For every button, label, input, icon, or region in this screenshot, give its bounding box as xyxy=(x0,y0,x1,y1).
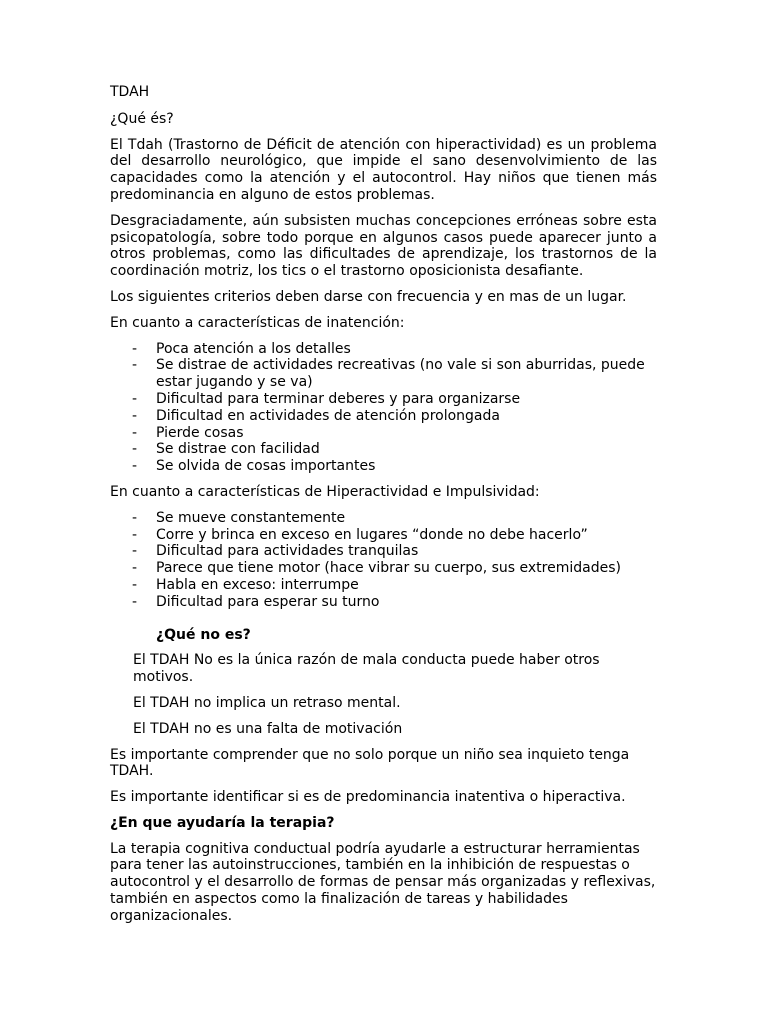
list-item xyxy=(110,458,657,475)
dash-marker: - xyxy=(132,458,138,475)
list-item-text: Se mueve constantemente xyxy=(156,509,346,526)
question-therapy: ¿En que ayudaría la terapia? xyxy=(110,814,335,831)
dash-marker: - xyxy=(132,593,138,610)
list-item-text: Dificultad para terminar deberes y para organizarse xyxy=(156,390,521,407)
paragraph-criteria: Los siguientes criterios deben darse con frecuencia y en mas de un lugar. xyxy=(110,288,627,305)
list-item-text: Se distrae de actividades recreativas (no vale si son aburridas, puede estar jugando y se va) xyxy=(156,357,645,391)
list-item-text: Dificultad para esperar su turno xyxy=(156,593,380,610)
list-item-text: Se olvida de cosas importantes xyxy=(156,458,376,475)
paragraph-misconceptions: Desgraciadamente, aún subsisten muchas concepciones erróneas sobre esta psicopatología, sobre todo porque en algunos casos puede aparecer junto a otros problemas, como las dificultades de aprendizaje, los trastornos de la coordinación motriz, los tics o el trastorno oposicionista desafiante. xyxy=(110,212,657,280)
list-item-text: Corre y brinca en exceso en lugares “donde no debe hacerlo” xyxy=(156,526,588,543)
not-statement-2: El TDAH no implica un retraso mental. xyxy=(133,694,401,711)
dash-marker: - xyxy=(132,576,138,593)
not-statement-1: El TDAH No es la única razón de mala conducta puede haber otros motivos. xyxy=(133,652,600,686)
list-item xyxy=(110,391,657,408)
question-what-is-not: ¿Qué no es? xyxy=(156,626,251,643)
list-item-text: Pierde cosas xyxy=(156,424,244,441)
dash-marker: - xyxy=(132,441,138,458)
inattention-heading: En cuanto a características de inatención: xyxy=(110,314,405,331)
list-item xyxy=(110,560,657,577)
hyperactivity-heading: En cuanto a características de Hiperactividad e Impulsividad: xyxy=(110,483,540,500)
list-item-text: Dificultad en actividades de atención prolongada xyxy=(156,407,500,424)
list-item xyxy=(110,425,657,442)
list-item xyxy=(110,527,657,544)
dash-marker: - xyxy=(132,526,138,543)
list-item xyxy=(110,594,657,611)
dash-marker: - xyxy=(132,407,138,424)
dash-marker: - xyxy=(132,543,138,560)
list-item-text: Habla en exceso: interrumpe xyxy=(156,576,359,593)
dash-marker: - xyxy=(132,424,138,441)
not-statement-3: El TDAH no es una falta de motivación xyxy=(133,720,403,737)
dash-marker: - xyxy=(132,340,138,357)
list-item-text: Poca atención a los detalles xyxy=(156,340,351,357)
list-item xyxy=(110,543,657,560)
list-item xyxy=(110,357,657,391)
paragraph-definition: El Tdah (Trastorno de Déficit de atención con hiperactividad) es un problema del desarrollo neurológico, que impide el sano desenvolvimiento de las capacidades como la atención y el autocontrol. Hay niños que tienen más predominancia en alguno de estos problemas. xyxy=(110,136,657,203)
dash-marker: - xyxy=(132,390,138,407)
document-title: TDAH xyxy=(110,84,150,100)
inattention-list xyxy=(110,341,657,475)
paragraph-identify: Es importante identificar si es de predominancia inatentiva o hiperactiva. xyxy=(110,789,626,806)
list-item xyxy=(110,441,657,458)
list-item-text: Dificultad para actividades tranquilas xyxy=(156,543,419,560)
paragraph-therapy: La terapia cognitiva conductual podría ayudarle a estructurar herramientas para tener las autoinstrucciones, también en la inhibición de respuestas o autocontrol y el desarrollo de formas de pensar más organizadas y reflexivas, también en aspectos como la finalización de tareas y habilidades organizacionales. xyxy=(110,840,656,924)
dash-marker: - xyxy=(132,560,138,577)
dash-marker: - xyxy=(132,509,138,526)
list-item xyxy=(110,577,657,594)
list-item xyxy=(110,510,657,527)
paragraph-understanding: Es importante comprender que no solo porque un niño sea inquieto tenga TDAH. xyxy=(110,746,630,780)
hyperactivity-list xyxy=(110,510,657,611)
list-item xyxy=(110,341,657,358)
list-item-text: Parece que tiene motor (hace vibrar su cuerpo, sus extremidades) xyxy=(156,560,621,577)
list-item-text: Se distrae con facilidad xyxy=(156,441,320,458)
dash-marker: - xyxy=(132,357,138,374)
question-what-is: ¿Qué és? xyxy=(110,110,174,127)
document-body xyxy=(110,84,657,934)
list-item xyxy=(110,408,657,425)
